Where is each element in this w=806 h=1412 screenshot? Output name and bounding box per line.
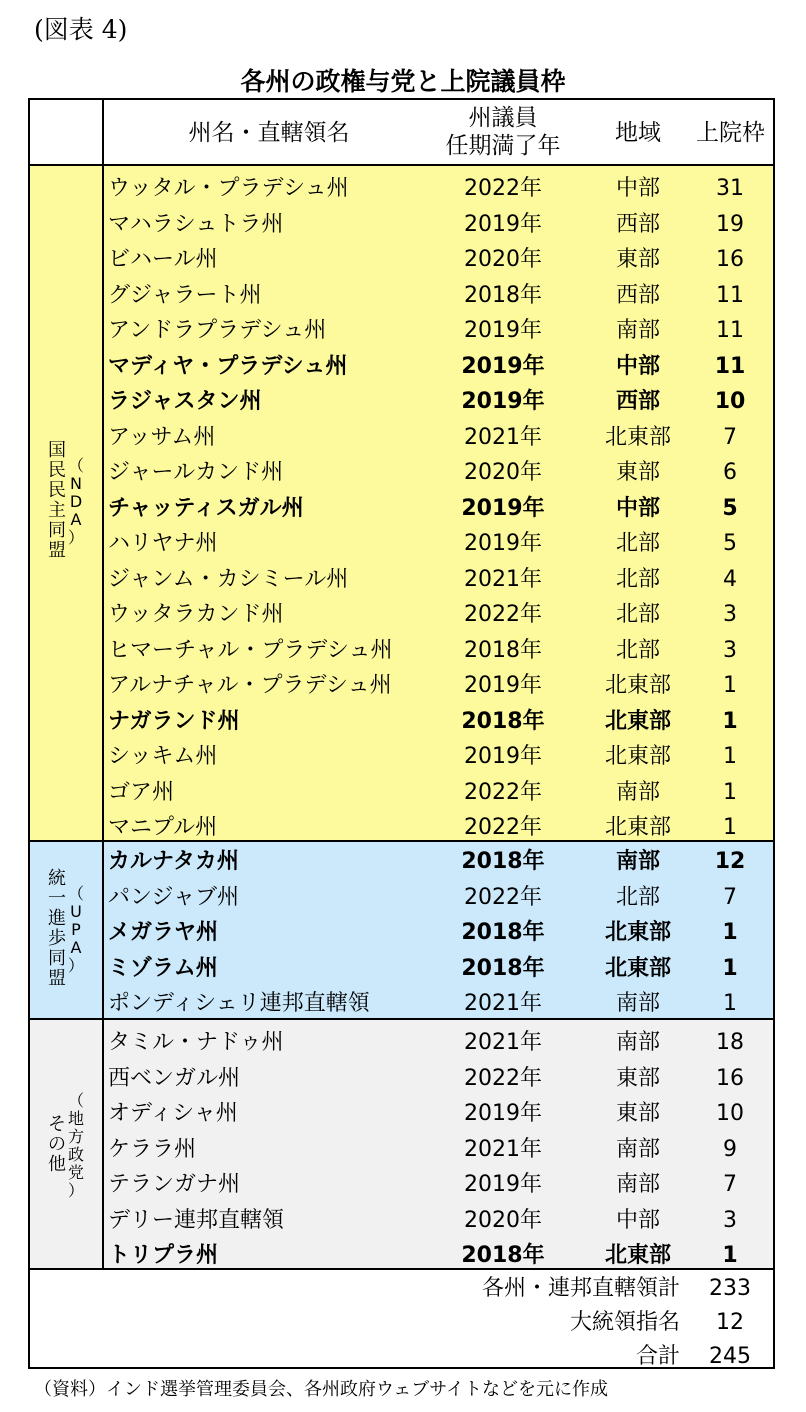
table-row (30, 1096, 773, 1131)
seat-count: 7 (723, 1172, 737, 1197)
table-row (30, 986, 773, 1021)
region: 北東部 (604, 920, 671, 945)
region: 南部 (615, 849, 660, 874)
table-row (30, 562, 773, 597)
state-name: マハラシュトラ州 (108, 211, 284, 237)
term-year: 2018年 (461, 849, 545, 874)
group-label-char: の (47, 1134, 66, 1155)
group-label-char: 党 (67, 1163, 84, 1182)
group-other (30, 1020, 773, 1270)
group-label-char: 同 (47, 948, 66, 969)
table-row (30, 526, 773, 561)
column-divider (102, 100, 104, 1270)
group-label-char: D (69, 492, 83, 511)
table-row (30, 1238, 773, 1273)
region: 北東部 (604, 1243, 671, 1268)
table-row (30, 455, 773, 493)
seat-count: 5 (722, 495, 738, 521)
group-label-char: 統 (47, 868, 66, 889)
seat-count: 11 (716, 282, 744, 308)
seat-count: 31 (716, 176, 744, 201)
group-label-char: 他 (47, 1154, 66, 1175)
table-row (30, 207, 773, 242)
state-name: ポンディシェリ連邦直轄領 (108, 991, 370, 1016)
term-year: 2020年 (464, 460, 542, 485)
group-label-char: 進 (47, 908, 66, 929)
table-row (30, 668, 773, 703)
group-label-char: 地 (67, 1109, 84, 1128)
region: 南部 (615, 1136, 660, 1162)
group-label-char: 盟 (47, 540, 66, 561)
region: 東部 (615, 1065, 660, 1091)
group-label-char: 歩 (47, 928, 66, 949)
region: 中部 (615, 1207, 660, 1233)
senate-seat-table (28, 98, 775, 1369)
state-name: ウッタラカンド州 (108, 602, 284, 627)
term-year: 2019年 (464, 744, 542, 769)
table-row (30, 597, 773, 632)
region: 西部 (615, 389, 660, 414)
state-name: ナガランド州 (108, 708, 240, 734)
state-name: ヒマーチャル・プラデシュ州 (108, 637, 393, 663)
state-name: パンジャブ州 (108, 884, 240, 910)
term-year: 2019年 (461, 389, 545, 414)
table-row (30, 1167, 773, 1202)
group-label-char: P (71, 920, 81, 939)
region: 北部 (615, 566, 660, 592)
state-name: マディヤ・プラデシュ州 (108, 353, 348, 379)
term-year: 2022年 (464, 815, 542, 840)
group-label-char: ） (67, 956, 84, 975)
state-name: ジャンム・カシミール州 (108, 566, 349, 592)
source-note: （資料）インド選挙管理委員会、各州政府ウェブサイトなどを元に作成 (34, 1379, 609, 1400)
seat-count: 1 (722, 708, 738, 734)
total-row (30, 1340, 773, 1374)
term-year: 2022年 (464, 884, 542, 910)
seat-count: 1 (723, 991, 737, 1016)
seat-count: 5 (723, 531, 737, 556)
table-row (30, 1132, 773, 1167)
seat-count: 3 (723, 1207, 737, 1233)
table-row (30, 915, 773, 950)
state-name: ゴア州 (108, 779, 175, 805)
state-name: オディシャ州 (108, 1101, 238, 1126)
region: 東部 (615, 460, 660, 485)
region: 東部 (615, 1101, 660, 1126)
region: 中部 (615, 495, 660, 521)
state-name: ハリヤナ州 (108, 531, 218, 556)
table-row (30, 948, 773, 986)
region: 北東部 (604, 673, 671, 698)
seat-count: 1 (723, 779, 737, 805)
table-row (30, 1061, 773, 1096)
region: 北部 (615, 602, 660, 627)
term-year: 2019年 (461, 495, 545, 521)
term-year: 2019年 (464, 531, 542, 556)
table-row (30, 171, 773, 206)
total-label: 各州・連邦直轄領計 (481, 1276, 680, 1301)
table-row (30, 384, 773, 419)
group-label-char: 一 (47, 888, 66, 909)
term-year: 2018年 (461, 955, 545, 981)
region: 南部 (615, 991, 660, 1016)
region: 北東部 (604, 744, 671, 769)
region: 北部 (615, 637, 660, 663)
total-row (30, 1272, 773, 1306)
header-term-line2: 任期満了年 (445, 133, 561, 159)
region: 北東部 (604, 815, 671, 840)
state-name: タミル・ナドゥ州 (108, 1030, 284, 1055)
term-year: 2018年 (464, 637, 542, 663)
term-year: 2022年 (464, 602, 542, 627)
seat-count: 10 (716, 1101, 744, 1126)
group-label-char: 方 (67, 1127, 84, 1146)
state-name: アルナチャル・プラデシュ州 (108, 673, 392, 698)
state-name: メガラヤ州 (108, 920, 219, 945)
seat-count: 1 (722, 955, 738, 981)
seat-count: 19 (716, 211, 744, 237)
term-year: 2018年 (461, 920, 545, 945)
region: 北部 (615, 531, 660, 556)
term-year: 2018年 (461, 708, 545, 734)
seat-count: 1 (723, 744, 737, 769)
state-name: テランガナ州 (108, 1172, 241, 1197)
group-nda (30, 166, 773, 842)
seat-count: 11 (714, 353, 746, 379)
header-seats: 上院枠 (696, 120, 765, 146)
region: 南部 (615, 779, 660, 805)
header-term-line1: 州議員 (468, 105, 538, 131)
term-year: 2019年 (464, 1172, 542, 1197)
group-label-char: 盟 (47, 968, 66, 989)
group-label-char: 国 (47, 440, 66, 461)
seat-count: 9 (723, 1136, 737, 1162)
table-row (30, 420, 773, 455)
state-name: チャッティスガル州 (108, 495, 304, 521)
seat-count: 18 (716, 1030, 744, 1055)
state-name: トリプラ州 (108, 1243, 219, 1268)
seat-count: 16 (716, 1065, 744, 1091)
term-year: 2022年 (464, 176, 542, 201)
seat-count: 1 (722, 1243, 738, 1268)
region: 北東部 (604, 708, 671, 734)
seat-count: 4 (723, 566, 737, 592)
region: 南部 (615, 318, 660, 343)
term-year: 2022年 (464, 779, 542, 805)
term-year: 2021年 (464, 566, 542, 592)
table-row (30, 313, 773, 348)
group-label-char: （ (67, 884, 84, 903)
state-name: 西ベンガル州 (108, 1065, 241, 1091)
seat-count: 1 (723, 815, 737, 840)
seat-count: 3 (723, 602, 737, 627)
region: 北東部 (604, 424, 671, 450)
state-name: シッキム州 (108, 744, 218, 769)
header-name: 州名・直轄領名 (188, 120, 350, 146)
term-year: 2021年 (464, 991, 542, 1016)
region: 西部 (615, 282, 660, 308)
total-label: 合計 (635, 1344, 680, 1369)
group-label-char: A (70, 938, 82, 957)
group-label-char: （ (67, 1091, 84, 1110)
state-name: カルナタカ州 (108, 849, 239, 874)
group-upa (30, 842, 773, 1020)
state-name: ラジャスタン州 (108, 389, 262, 414)
table-row (30, 844, 773, 879)
region: 南部 (615, 1030, 660, 1055)
region: 北部 (615, 884, 660, 910)
term-year: 2021年 (464, 1030, 542, 1055)
seat-count: 7 (723, 884, 737, 910)
table-row (30, 278, 773, 313)
state-name: ケララ州 (108, 1136, 197, 1162)
region: 中部 (615, 176, 660, 201)
term-year: 2018年 (461, 1243, 545, 1268)
region: 北東部 (604, 955, 671, 981)
seat-count: 7 (723, 424, 737, 450)
term-year: 2018年 (464, 282, 542, 308)
group-label-char: そ (47, 1114, 66, 1135)
table-title: 各州の政権与党と上院議員枠 (240, 67, 566, 96)
group-label-char: N (70, 474, 82, 493)
total-value: 12 (716, 1310, 744, 1335)
term-year: 2020年 (464, 247, 542, 272)
seat-count: 16 (716, 247, 744, 272)
table-row (30, 775, 773, 810)
group-label-char: U (70, 902, 82, 921)
term-year: 2019年 (464, 318, 542, 343)
table-row (30, 739, 773, 774)
seat-count: 1 (722, 920, 738, 945)
table-row (30, 633, 773, 668)
table-row (30, 880, 773, 915)
region: 東部 (615, 247, 660, 272)
seat-count: 11 (716, 318, 744, 343)
seat-count: 1 (723, 673, 737, 698)
region: 中部 (615, 353, 660, 379)
header-region: 地域 (615, 120, 661, 146)
total-row (30, 1306, 773, 1340)
region: 南部 (615, 1172, 660, 1197)
term-year: 2020年 (464, 1207, 542, 1233)
term-year: 2019年 (464, 673, 542, 698)
group-label-char: 民 (47, 480, 66, 501)
state-name: マニプル州 (108, 815, 218, 840)
table-row (30, 810, 773, 845)
figure-label: (図表 4) (34, 15, 128, 44)
total-value: 245 (709, 1344, 751, 1369)
group-label-char: 同 (47, 520, 66, 541)
state-name: ビハール州 (108, 247, 218, 272)
group-label-char: 民 (47, 460, 66, 481)
term-year: 2022年 (464, 1065, 542, 1091)
total-label: 大統領指名 (569, 1310, 680, 1335)
group-label-char: （ (67, 456, 84, 475)
term-year: 2019年 (464, 211, 542, 237)
state-name: アッサム州 (108, 424, 216, 450)
table-row (30, 704, 773, 739)
seat-count: 3 (723, 637, 737, 663)
group-label-char: ） (67, 528, 84, 547)
region: 西部 (615, 211, 660, 237)
seat-count: 6 (723, 460, 737, 485)
table-row (30, 1025, 773, 1060)
group-label-char: 主 (47, 500, 66, 521)
term-year: 2021年 (464, 424, 542, 450)
state-name: ミゾラム州 (108, 955, 218, 981)
seat-count: 10 (714, 389, 746, 414)
table-row (30, 1203, 773, 1238)
table-header (30, 100, 773, 166)
table-row (30, 242, 773, 277)
term-year: 2019年 (461, 353, 545, 379)
table-row (30, 349, 773, 384)
group-label-char: A (70, 510, 82, 529)
state-name: アンドラプラデシュ州 (108, 318, 327, 343)
total-value: 233 (709, 1276, 751, 1301)
seat-count: 12 (714, 849, 746, 874)
term-year: 2021年 (464, 1136, 542, 1162)
group-label-char: 政 (67, 1145, 84, 1164)
state-name: ウッタル・プラデシュ州 (108, 176, 349, 201)
state-name: ジャールカンド州 (108, 460, 284, 485)
group-label-char: ） (67, 1181, 84, 1200)
header-term (430, 104, 576, 160)
table-row (30, 491, 773, 529)
state-name: グジャラート州 (108, 282, 262, 308)
term-year: 2019年 (464, 1101, 542, 1126)
state-name: デリー連邦直轄領 (108, 1207, 285, 1233)
